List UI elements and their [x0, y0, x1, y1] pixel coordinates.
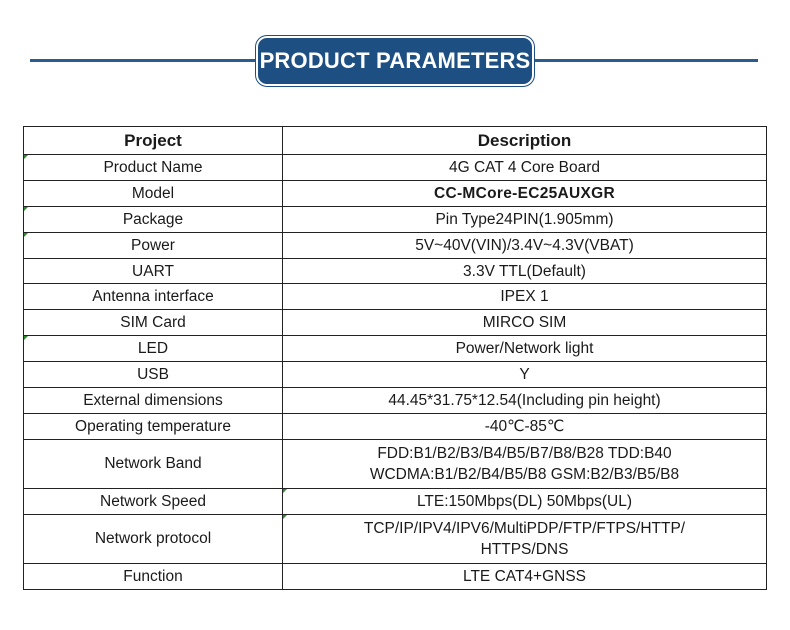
table-row [24, 563, 767, 589]
description-line: HTTPS/DNS [480, 540, 569, 558]
row-project-cell: SIM Card [24, 310, 283, 336]
table-row [24, 232, 767, 258]
table-row [24, 310, 767, 336]
row-description-cell: CC-MCore-EC25AUXGR [283, 180, 767, 206]
table-row [24, 336, 767, 362]
table-row [24, 362, 767, 388]
header-divider-right [528, 59, 758, 62]
row-description-cell: Y [283, 362, 767, 388]
row-project-cell: Model [24, 180, 283, 206]
table-row [24, 206, 767, 232]
row-description-cell: 4G CAT 4 Core Board [283, 155, 767, 181]
row-description-cell: Power/Network light [283, 336, 767, 362]
row-project-cell: Network Speed [24, 488, 283, 514]
row-project-cell: Network Band [24, 439, 283, 488]
description-line: TCP/IP/IPV4/IPV6/MultiPDP/FTP/FTPS/HTTP/ [363, 519, 686, 537]
row-description-cell [283, 514, 767, 563]
parameters-table [23, 126, 767, 590]
row-description-cell: 3.3V TTL(Default) [283, 258, 767, 284]
row-project-cell: Package [24, 206, 283, 232]
row-description-cell: MIRCO SIM [283, 310, 767, 336]
table-row [24, 155, 767, 181]
row-description-cell: Pin Type24PIN(1.905mm) [283, 206, 767, 232]
row-description-cell: 5V~40V(VIN)/3.4V~4.3V(VBAT) [283, 232, 767, 258]
row-description-cell [283, 439, 767, 488]
row-project-cell: Operating temperature [24, 413, 283, 439]
table-row [24, 488, 767, 514]
row-project-cell: UART [24, 258, 283, 284]
table-header-row [24, 127, 767, 155]
table-row [24, 413, 767, 439]
table-row [24, 439, 767, 488]
table-row [24, 258, 767, 284]
column-header-description: Description [283, 127, 767, 155]
row-description-cell: LTE:150Mbps(DL) 50Mbps(UL) [283, 488, 767, 514]
row-description-cell: LTE CAT4+GNSS [283, 563, 767, 589]
row-project-cell: Antenna interface [24, 284, 283, 310]
row-description-cell: IPEX 1 [283, 284, 767, 310]
row-project-cell: LED [24, 336, 283, 362]
page-title: PRODUCT PARAMETERS [258, 38, 532, 84]
description-line: FDD:B1/B2/B3/B4/B5/B7/B8/B28 TDD:B40 [377, 444, 672, 462]
table-row [24, 284, 767, 310]
row-project-cell: External dimensions [24, 388, 283, 414]
column-header-project: Project [24, 127, 283, 155]
table-row [24, 388, 767, 414]
row-description-cell: 44.45*31.75*12.54(Including pin height) [283, 388, 767, 414]
table-row [24, 514, 767, 563]
row-project-cell: Product Name [24, 155, 283, 181]
row-project-cell: Power [24, 232, 283, 258]
row-project-cell: Network protocol [24, 514, 283, 563]
row-description-cell: -40℃-85℃ [283, 413, 767, 439]
row-project-cell: Function [24, 563, 283, 589]
description-line: WCDMA:B1/B2/B4/B5/B8 GSM:B2/B3/B5/B8 [369, 465, 680, 483]
table-row [24, 180, 767, 206]
row-project-cell: USB [24, 362, 283, 388]
header-divider-left [30, 59, 262, 62]
